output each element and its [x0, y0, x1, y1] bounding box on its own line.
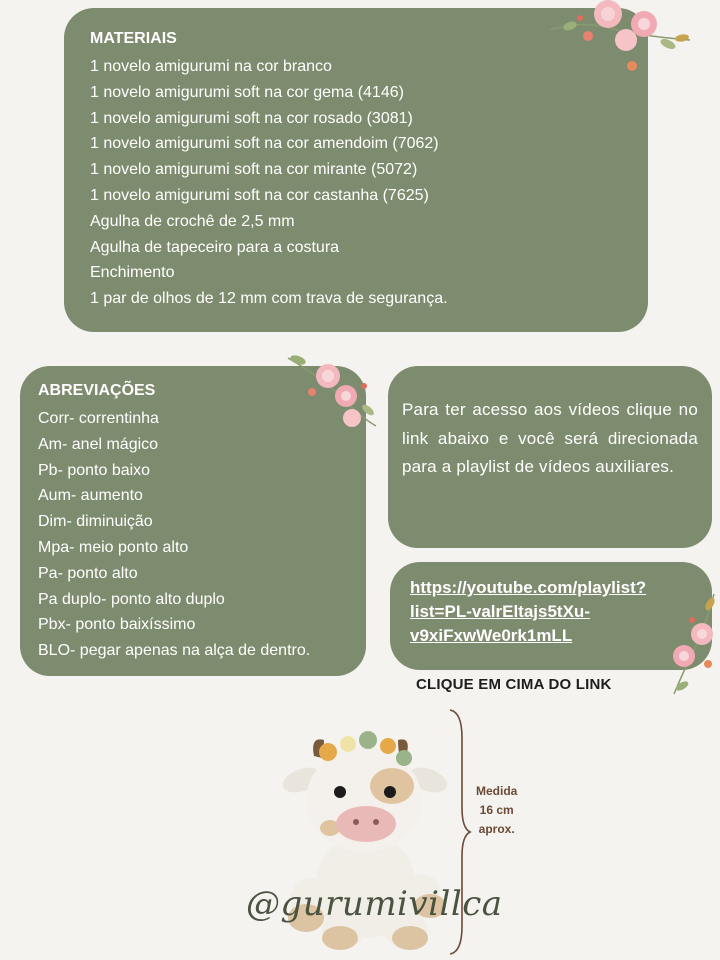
list-item: 1 novelo amigurumi soft na cor castanha (7625): [90, 186, 429, 204]
playlist-link[interactable]: [410, 576, 692, 648]
list-item: BLO- pegar apenas na alça de dentro.: [38, 642, 311, 660]
list-item: 1 novelo amigurumi soft na cor gema (4146): [90, 83, 404, 101]
measurement-label: [476, 782, 517, 839]
materials-list: [90, 54, 622, 312]
list-item: Agulha de crochê de 2,5 mm: [90, 212, 295, 230]
list-item: Enchimento: [90, 264, 175, 282]
list-item: Dim- diminuição: [38, 513, 153, 531]
playlist-link-line: https://youtube.com/playlist?: [410, 578, 647, 597]
abbreviations-title: ABREVIAÇÕES: [38, 382, 156, 399]
list-item: 1 novelo amigurumi soft na cor mirante (5072): [90, 161, 418, 179]
list-item: 1 novelo amigurumi soft na cor rosado (3081): [90, 109, 413, 127]
author-handle: @gurumivillca: [246, 884, 503, 924]
list-item: Corr- correntinha: [38, 410, 159, 427]
list-item: 1 par de olhos de 12 mm com trava de segurança.: [90, 290, 448, 308]
list-item: Mpa- meio ponto alto: [38, 538, 189, 556]
measurement-line: aprox.: [478, 822, 515, 836]
click-link-caption: CLIQUE EM CIMA DO LINK: [416, 676, 612, 693]
playlist-link-line: v9xiFxwWe0rk1mLL: [410, 626, 573, 645]
abbreviations-list: [38, 406, 348, 664]
list-item: Pa duplo- ponto alto duplo: [38, 590, 225, 608]
list-item: Am- anel mágico: [38, 435, 159, 453]
flower-decoration-icon: [282, 348, 382, 432]
list-item: Aum- aumento: [38, 487, 143, 505]
flower-decoration-icon: [540, 0, 700, 80]
video-access-card: [388, 366, 712, 548]
list-item: 1 novelo amigurumi soft na cor amendoim (7062): [90, 135, 439, 153]
list-item: Pbx- ponto baixíssimo: [38, 616, 196, 634]
materials-title: MATERIAIS: [90, 30, 177, 47]
video-access-text: Para ter acesso aos vídeos clique no link abaixo e você será direcionada para a playlist de vídeos auxiliares.: [402, 400, 698, 476]
list-item: Pa- ponto alto: [38, 564, 138, 582]
measurement-line: Medida: [476, 784, 518, 798]
list-item: Agulha de tapeceiro para a costura: [90, 238, 340, 256]
list-item: 1 novelo amigurumi na cor branco: [90, 58, 332, 75]
playlist-link-line: list=PL-valrEltajs5tXu-: [410, 602, 590, 621]
flower-decoration-icon: [664, 590, 720, 700]
measurement-line: 16 cm: [479, 803, 514, 817]
list-item: Pb- ponto baixo: [38, 461, 151, 479]
